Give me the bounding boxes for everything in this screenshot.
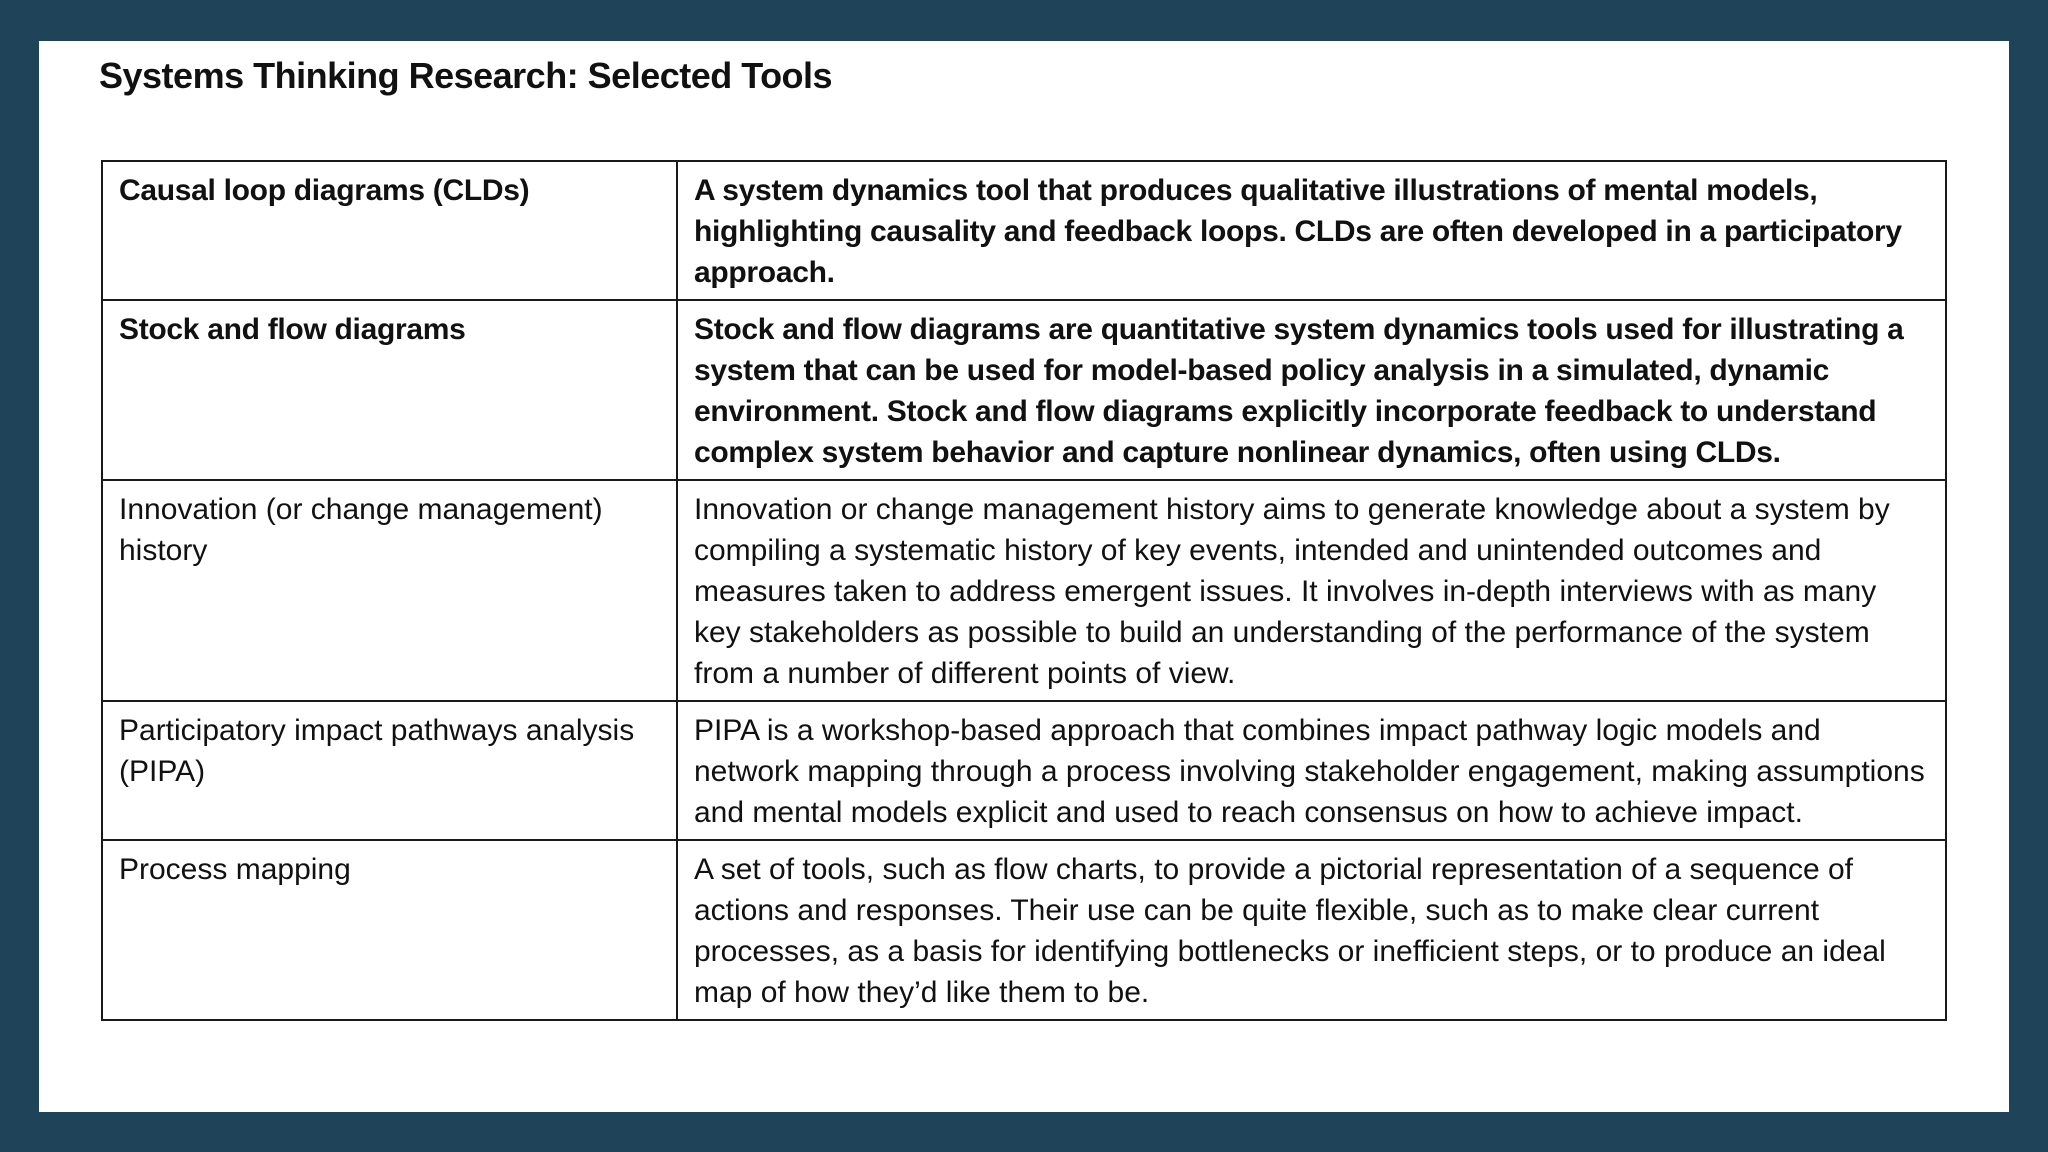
- tool-name-cell: Participatory impact pathways analysis (PIPA): [102, 701, 677, 840]
- table-row: [102, 480, 1946, 701]
- tool-name-cell: Process mapping: [102, 840, 677, 1020]
- tool-name-cell: Innovation (or change management) history: [102, 480, 677, 701]
- table-row: [102, 300, 1946, 480]
- tool-name-cell: Causal loop diagrams (CLDs): [102, 161, 677, 300]
- table-row: [102, 161, 1946, 300]
- table-row: [102, 840, 1946, 1020]
- tool-description-cell: Innovation or change management history aims to generate knowledge about a system by compiling a systematic history of key events, intended and unintended outcomes and measures taken to address emergent issues. It involves in-depth interviews with as many key stakeholders as possible to build an understanding of the performance of the system from a number of different points of view.: [677, 480, 1946, 701]
- tools-table: [101, 160, 1947, 1021]
- table-row: [102, 701, 1946, 840]
- tool-description-cell: A set of tools, such as flow charts, to provide a pictorial representation of a sequence of actions and responses. Their use can be quite flexible, such as to make clear current processes, as a basis for identifying bottlenecks or inefficient steps, or to produce an ideal map of how they’d like them to be.: [677, 840, 1946, 1020]
- slide: [39, 41, 2009, 1112]
- slide-title: Systems Thinking Research: Selected Tools: [99, 55, 833, 96]
- tool-description-cell: A system dynamics tool that produces qualitative illustrations of mental models, highlighting causality and feedback loops. CLDs are often developed in a participatory approach.: [677, 161, 1946, 300]
- tool-description-cell: PIPA is a workshop-based approach that combines impact pathway logic models and network mapping through a process involving stakeholder engagement, making assumptions and mental models explicit and used to reach consensus on how to achieve impact.: [677, 701, 1946, 840]
- tool-name-cell: Stock and flow diagrams: [102, 300, 677, 480]
- tool-description-cell: Stock and flow diagrams are quantitative system dynamics tools used for illustrating a system that can be used for model-based policy analysis in a simulated, dynamic environment. Stock and flow diagrams explicitly incorporate feedback to understand complex system behavior and capture nonlinear dynamics, often using CLDs.: [677, 300, 1946, 480]
